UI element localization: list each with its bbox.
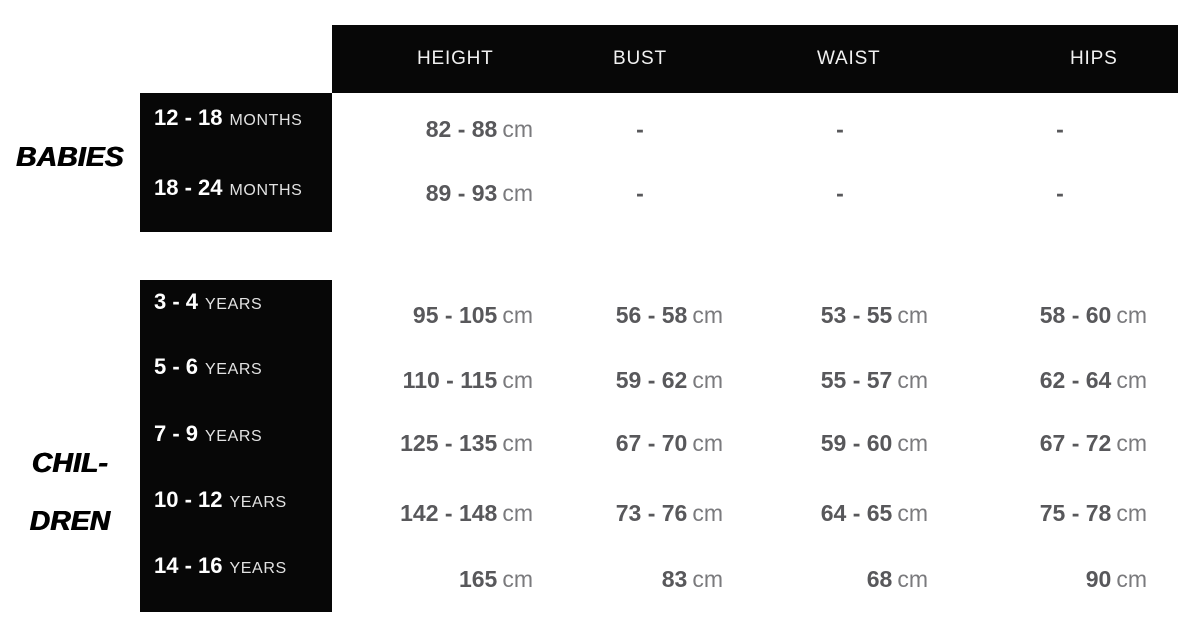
table-row-children-7-9 bbox=[332, 428, 1180, 458]
hips-value: 75 - 78 cm bbox=[1039, 500, 1147, 526]
hips-value: 90 cm bbox=[1085, 566, 1147, 592]
height-value: 89 - 93 cm bbox=[425, 180, 533, 206]
bust-value: - bbox=[636, 116, 644, 142]
size-range: 10 - 12 bbox=[154, 487, 223, 512]
waist-value: 64 - 65 cm bbox=[820, 500, 928, 526]
column-header-hips: HIPS bbox=[1070, 48, 1118, 69]
size-unit: YEARS bbox=[229, 494, 287, 511]
size-range: 18 - 24 bbox=[154, 175, 223, 200]
group-label-children bbox=[0, 419, 140, 535]
size-unit: YEARS bbox=[205, 296, 263, 313]
bust-value: 83 cm bbox=[661, 566, 723, 592]
children-size-5-6-years bbox=[154, 355, 262, 382]
waist-value: - bbox=[836, 116, 844, 142]
table-row-children-5-6 bbox=[332, 365, 1180, 395]
height-value: 95 - 105 cm bbox=[412, 302, 533, 328]
group-label-children-line2: DREN bbox=[29, 505, 111, 536]
size-range: 5 - 6 bbox=[154, 354, 199, 379]
size-range: 14 - 16 bbox=[154, 553, 223, 578]
bust-value: 67 - 70 cm bbox=[615, 430, 723, 456]
hips-value: 62 - 64 cm bbox=[1039, 367, 1147, 393]
size-unit: YEARS bbox=[205, 361, 263, 378]
group-label-babies: BABIES bbox=[16, 141, 124, 172]
waist-value: 53 - 55 cm bbox=[820, 302, 928, 328]
size-unit: MONTHS bbox=[229, 182, 303, 199]
table-row-babies-18-24 bbox=[332, 178, 1180, 208]
size-range: 7 - 9 bbox=[154, 421, 199, 446]
table-row-children-3-4 bbox=[332, 300, 1180, 330]
table-row-children-14-16 bbox=[332, 564, 1180, 594]
babies-size-box bbox=[140, 93, 332, 232]
size-unit: YEARS bbox=[229, 560, 287, 577]
hips-value: - bbox=[1056, 116, 1064, 142]
height-value: 110 - 115 cm bbox=[402, 367, 533, 393]
table-row-babies-12-18 bbox=[332, 114, 1180, 144]
bust-value: 59 - 62 cm bbox=[615, 367, 723, 393]
height-value: 142 - 148 cm bbox=[400, 500, 533, 526]
column-header-bust: BUST bbox=[613, 48, 667, 69]
children-size-14-16-years bbox=[154, 554, 287, 581]
column-header-bar bbox=[332, 25, 1178, 93]
size-unit: YEARS bbox=[205, 428, 263, 445]
children-size-7-9-years bbox=[154, 422, 262, 449]
children-size-3-4-years bbox=[154, 290, 262, 317]
height-value: 165 cm bbox=[458, 566, 533, 592]
babies-size-18-24-months bbox=[154, 176, 302, 203]
bust-value: 56 - 58 cm bbox=[615, 302, 723, 328]
waist-value: 55 - 57 cm bbox=[820, 367, 928, 393]
column-header-waist: WAIST bbox=[817, 48, 881, 69]
size-unit: MONTHS bbox=[229, 112, 303, 129]
children-size-box bbox=[140, 280, 332, 612]
height-value: 125 - 135 cm bbox=[400, 430, 533, 456]
babies-size-12-18-months bbox=[154, 106, 302, 133]
table-row-children-10-12 bbox=[332, 498, 1180, 528]
height-value: 82 - 88 cm bbox=[425, 116, 533, 142]
bust-value: - bbox=[636, 180, 644, 206]
waist-value: - bbox=[836, 180, 844, 206]
size-range: 12 - 18 bbox=[154, 105, 223, 130]
column-header-height: HEIGHT bbox=[417, 48, 494, 69]
bust-value: 73 - 76 cm bbox=[615, 500, 723, 526]
size-range: 3 - 4 bbox=[154, 289, 199, 314]
waist-value: 68 cm bbox=[866, 566, 928, 592]
hips-value: 67 - 72 cm bbox=[1039, 430, 1147, 456]
hips-value: 58 - 60 cm bbox=[1039, 302, 1147, 328]
group-label-children-line1: CHIL- bbox=[31, 447, 109, 478]
waist-value: 59 - 60 cm bbox=[820, 430, 928, 456]
hips-value: - bbox=[1056, 180, 1064, 206]
children-size-10-12-years bbox=[154, 488, 287, 515]
